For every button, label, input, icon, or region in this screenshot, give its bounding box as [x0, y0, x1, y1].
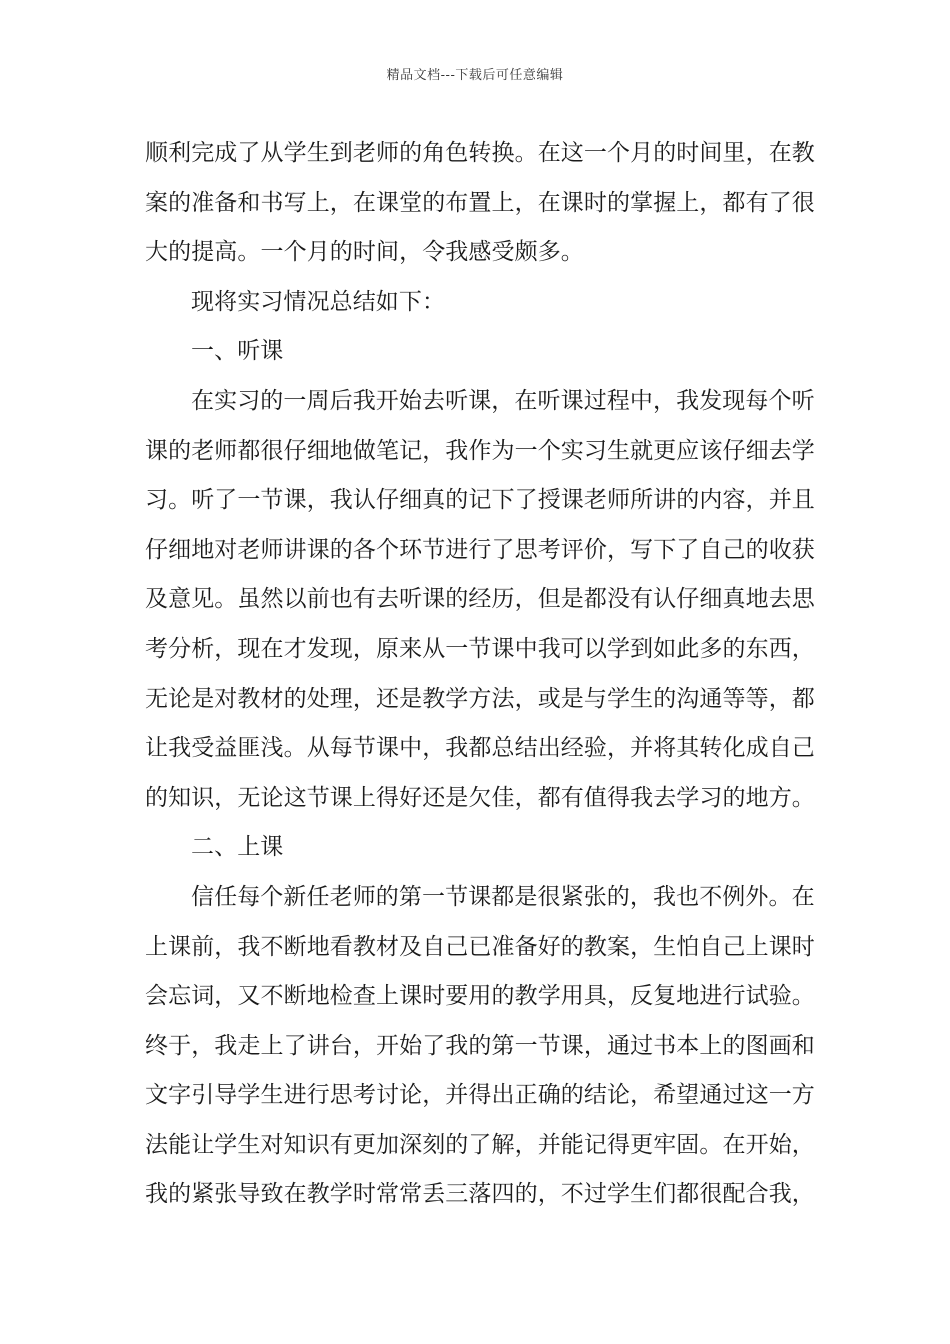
text-line: 顺利完成了从学生到老师的角色转换。在这一个月的时间里，在教 — [145, 140, 815, 166]
text-line: 法能让学生对知识有更加深刻的了解，并能记得更牢固。在开始， — [145, 1131, 815, 1158]
text-line: 让我受益匪浅。从每节课中，我都总结出经验，并将其转化成自己 — [145, 735, 815, 762]
text-line: 会忘词，又不断地检查上课时要用的教学用具，反复地进行试验。 — [145, 983, 815, 1010]
text-line: 上课前，我不断地看教材及自己已准备好的教案，生怕自己上课时 — [145, 933, 815, 960]
text-line: 考分析，现在才发现，原来从一节课中我可以学到如此多的东西， — [145, 635, 815, 662]
text-line: 在实习的一周后我开始去听课，在听课过程中，我发现每个听 — [191, 387, 815, 414]
section-heading-teaching: 二、上课 — [191, 834, 284, 861]
text-line: 终于，我走上了讲台，开始了我的第一节课，通过书本上的图画和 — [145, 1032, 815, 1059]
section-heading-listening: 一、听课 — [191, 338, 284, 365]
text-line: 我的紧张导致在教学时常常丢三落四的，不过学生们都很配合我， — [145, 1181, 815, 1208]
text-line: 的知识，无论这节课上得好还是欠佳，都有值得我去学习的地方。 — [145, 784, 815, 811]
text-line: 文字引导学生进行思考讨论，并得出正确的结论，希望通过这一方 — [145, 1082, 815, 1109]
text-line: 无论是对教材的处理，还是教学方法，或是与学生的沟通等等，都 — [145, 685, 815, 712]
paragraph-intro: 现将实习情况总结如下： — [191, 288, 446, 315]
text-line: 仔细地对老师讲课的各个环节进行了思考评价，写下了自己的收获 — [145, 536, 815, 563]
text-line: 案的准备和书写上，在课堂的布置上，在课时的掌握上，都有了很 — [145, 189, 815, 216]
page-header: 精品文档---下载后可任意编辑 — [386, 68, 564, 83]
document-body — [145, 132, 815, 1223]
text-line: 大的提高。一个月的时间，令我感受颇多。 — [145, 239, 584, 266]
text-line: 及意见。虽然以前也有去听课的经历，但是都没有认仔细真地去思 — [145, 586, 815, 613]
text-line: 课的老师都很仔细地做笔记，我作为一个实习生就更应该仔细去学 — [145, 437, 815, 464]
text-line: 信任每个新任老师的第一节课都是很紧张的，我也不例外。在 — [191, 883, 815, 910]
text-line: 习。听了一节课，我认仔细真的记下了授课老师所讲的内容，并且 — [145, 487, 815, 514]
